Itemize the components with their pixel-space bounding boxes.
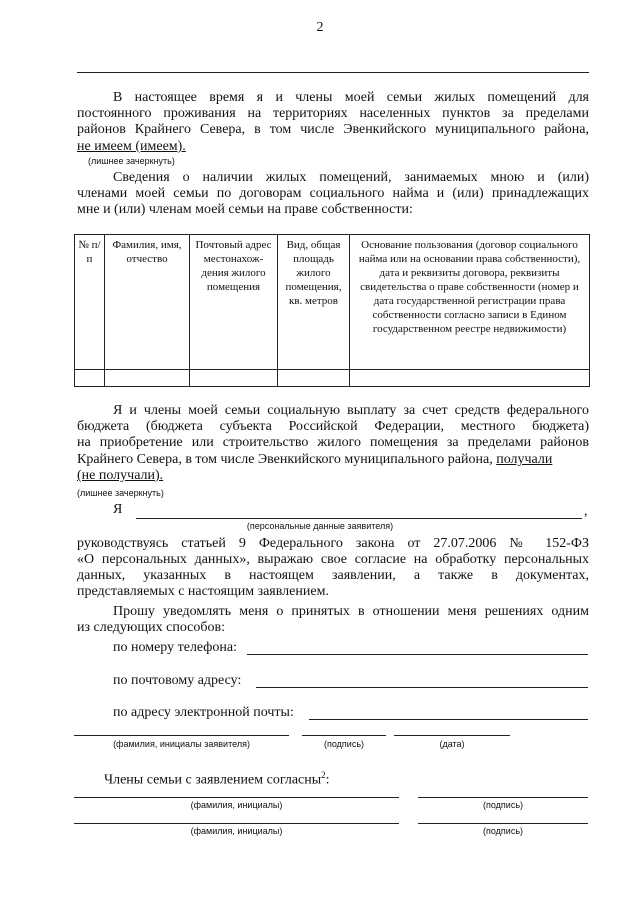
notify-line-2: из следующих способов:	[77, 620, 225, 635]
para1-line-1: В настоящее время я и члены моей семьи жилых помещений для	[113, 90, 589, 105]
table-row	[75, 370, 590, 387]
applicant-date-caption: (дата)	[439, 739, 465, 749]
family-name-line[interactable]	[74, 823, 399, 824]
table-cell[interactable]	[350, 370, 590, 387]
para3-line-2: бюджета (бюджета субъекта Российской Федерации, местного бюджета)	[77, 419, 589, 434]
page-number: 2	[316, 20, 324, 35]
para3-line-3: на приобретение или строительство жилого помещения за пределами районов	[77, 435, 589, 450]
applicant-date-line[interactable]	[394, 735, 510, 736]
header-area: Вид, общая площадь жилого помещения, кв. метров	[278, 235, 350, 370]
consent-line-4: представляемых с настоящим заявлением.	[77, 584, 329, 599]
family-name-line[interactable]	[74, 797, 399, 798]
family-title-text: Члены семьи с заявлением согласны	[104, 772, 322, 788]
email-label: по адресу электронной почты:	[113, 705, 294, 720]
para2-line-3: мне и (или) членам моей семьи на праве собственности:	[77, 202, 413, 217]
family-sign-line[interactable]	[418, 823, 588, 824]
notify-line-1: Прошу уведомлять меня о принятых в отношении меня решениях одним	[113, 604, 589, 619]
consent-line-1: руководствуясь статьей 9 Федерального закона от 27.07.2006 № 152-ФЗ	[77, 536, 589, 551]
consent-line-3: данных, указанных в настоящем заявлении, а также в документах,	[77, 568, 589, 583]
applicant-name-line[interactable]	[74, 735, 289, 736]
phone-label: по номеру телефона:	[113, 640, 237, 655]
family-sign-caption: (подпись)	[482, 826, 524, 836]
family-sign-line[interactable]	[418, 797, 588, 798]
applicant-data-field[interactable]	[136, 518, 582, 519]
para3-choice-a: получали	[496, 452, 553, 467]
para2-line-1: Сведения о наличии жилых помещений, занимаемых мною и (или)	[113, 170, 589, 185]
consent-prefix: Я	[113, 502, 123, 517]
table-cell[interactable]	[75, 370, 105, 387]
postal-field[interactable]	[256, 687, 588, 688]
family-sign-caption: (подпись)	[482, 800, 524, 810]
consent-line-2: «О персональных данных», выражаю свое согласие на обработку персональных	[77, 552, 589, 567]
family-footnote-mark: 2	[321, 770, 326, 780]
phone-field[interactable]	[247, 654, 588, 655]
para1-line-3: районов Крайнего Севера, в том числе Эвенкийского муниципального района,	[77, 122, 589, 137]
applicant-data-caption: (персональные данные заявителя)	[246, 521, 394, 531]
para2-line-2: членами моей семьи по договорам социального найма и (или) принадлежащих	[77, 186, 589, 201]
header-name: Фамилия, имя, отчество	[105, 235, 190, 370]
family-name-caption: (фамилия, инициалы)	[190, 826, 283, 836]
table-cell[interactable]	[190, 370, 278, 387]
header-number: № п/п	[75, 235, 105, 370]
para3-note: (лишнее зачеркнуть)	[77, 488, 164, 498]
table-cell[interactable]	[278, 370, 350, 387]
para3-line-4	[77, 452, 552, 468]
email-field[interactable]	[309, 719, 588, 720]
para1-line-2: постоянного проживания на территориях населенных пунктов за пределами	[77, 106, 589, 121]
applicant-sign-line[interactable]	[302, 735, 386, 736]
family-title	[104, 767, 330, 789]
postal-label: по почтовому адресу:	[113, 673, 242, 688]
para1-note: (лишнее зачеркнуть)	[88, 156, 175, 166]
header-address: Почтовый адрес местонахож-дения жилого помещения	[190, 235, 278, 370]
para3-choice-b: (не получали).	[77, 468, 164, 483]
housing-table	[74, 234, 590, 387]
family-title-colon: :	[325, 772, 330, 788]
header-basis: Основание пользования (договор социального найма или на основании права собственности), дата и реквизиты договора, реквизиты свидетельства о праве собственности (номер и дата государственной регистрации права собственности согласно записи в Едином государственном реестре недвижимости)	[350, 235, 590, 370]
applicant-sign-caption: (подпись)	[323, 739, 365, 749]
applicant-name-caption: (фамилия, инициалы заявителя)	[113, 739, 250, 749]
para3-line-4-text: Крайнего Севера, в том числе Эвенкийского муниципального района,	[77, 452, 493, 467]
para3-line-1: Я и члены моей семьи социальную выплату за счет средств федерального	[113, 403, 589, 418]
consent-suffix: ,	[584, 504, 588, 519]
family-name-caption: (фамилия, инициалы)	[190, 800, 283, 810]
table-cell[interactable]	[105, 370, 190, 387]
table-header-row	[75, 235, 590, 370]
para1-choice: не имеем (имеем).	[77, 139, 186, 154]
top-rule	[77, 72, 589, 73]
